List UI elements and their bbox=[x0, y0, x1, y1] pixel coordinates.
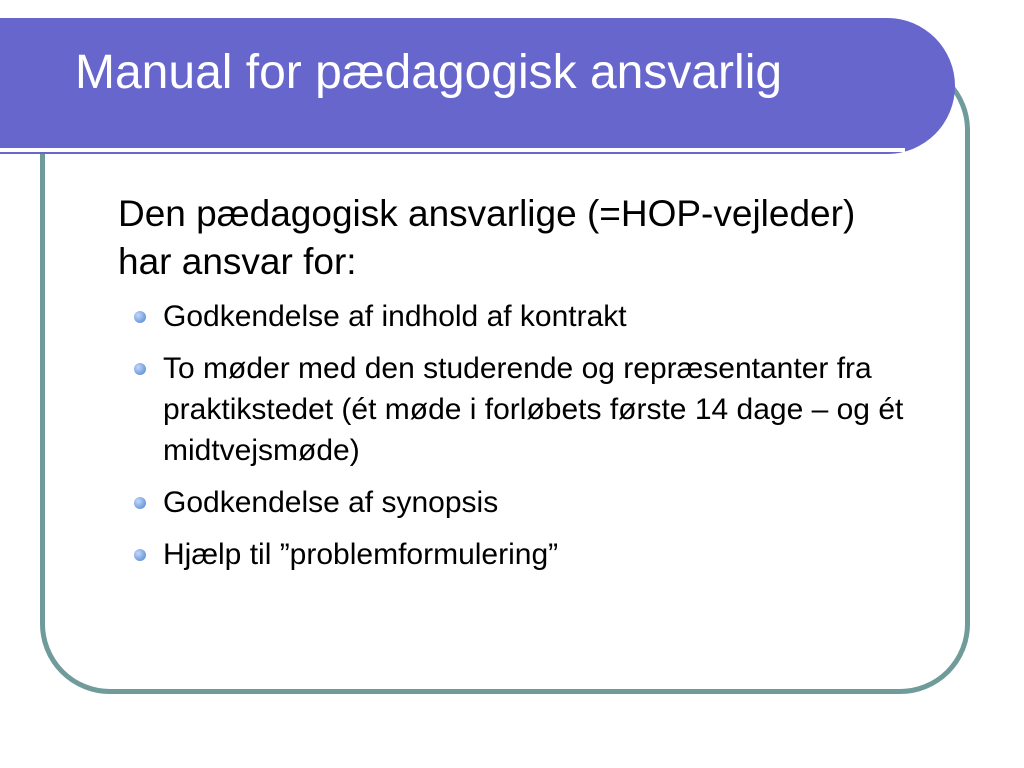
bullet-text: Hjælp til ”problemformulering” bbox=[163, 538, 559, 571]
bullet-dot-icon bbox=[134, 549, 146, 561]
bullet-text: Godkendelse af synopsis bbox=[163, 486, 499, 519]
intro-text: Den pædagogisk ansvarlige (=HOP-vejleder) har ansvar for: bbox=[118, 193, 856, 282]
bullet-dot-icon bbox=[134, 311, 146, 323]
bullet-text: Godkendelse af indhold af kontrakt bbox=[163, 300, 627, 333]
bullet-text: To møder med den studerende og repræsentanter fra praktikstedet (ét møde i forløbets første 14 dage – og ét midtvejsmøde) bbox=[163, 352, 904, 467]
bullet-item bbox=[118, 348, 938, 471]
title-underline bbox=[0, 148, 905, 152]
slide-title: Manual for pædagogisk ansvarlig bbox=[75, 46, 783, 99]
bullet-dot-icon bbox=[134, 497, 146, 509]
bullet-list bbox=[118, 296, 938, 575]
slide-body bbox=[118, 190, 938, 586]
bullet-item bbox=[118, 534, 938, 575]
bullet-dot-icon bbox=[134, 363, 146, 375]
bullet-item bbox=[118, 296, 938, 337]
bullet-item bbox=[118, 482, 938, 523]
